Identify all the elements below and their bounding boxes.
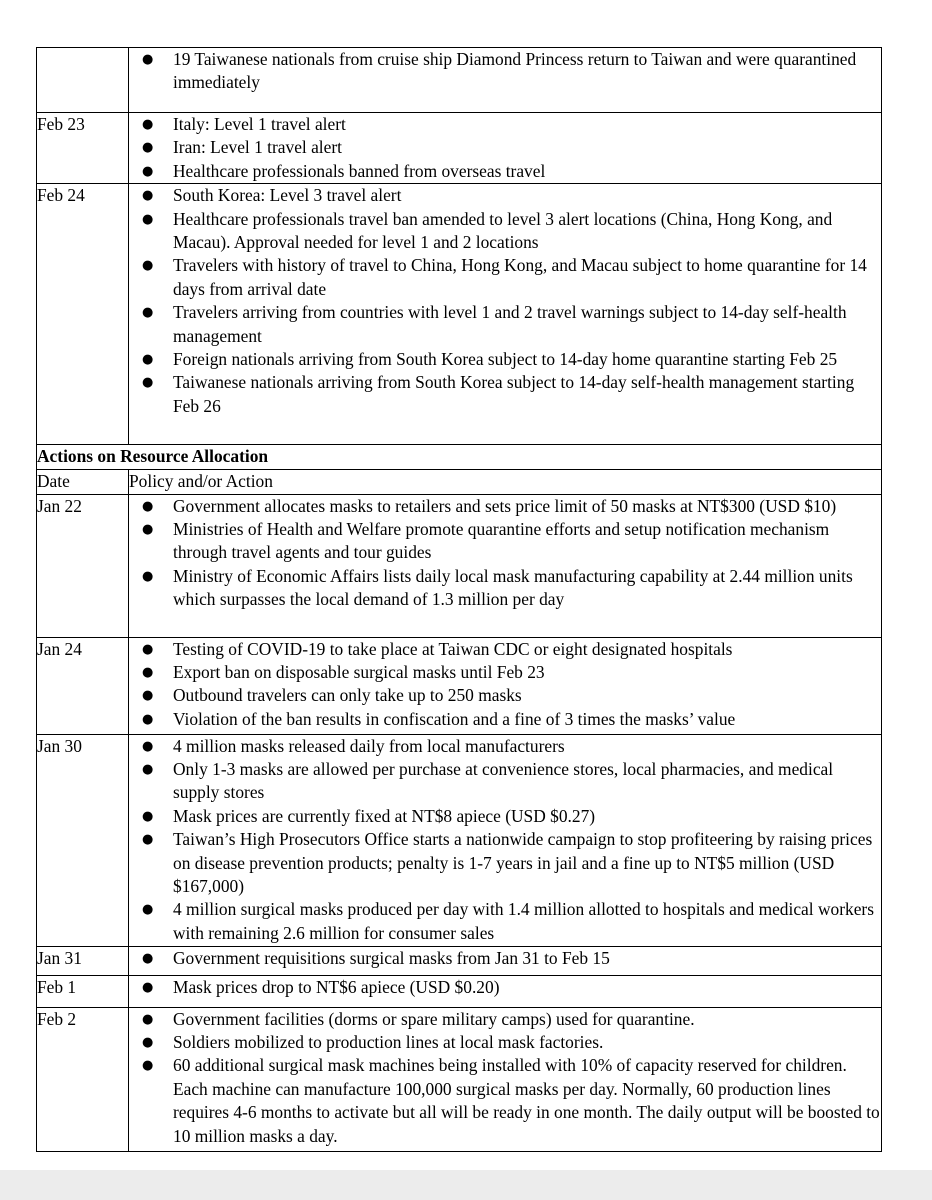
table-row	[37, 494, 882, 637]
bullet-icon: ●	[142, 188, 154, 204]
action-cell	[129, 494, 882, 637]
bullet-icon: ●	[142, 52, 154, 67]
table-row	[37, 734, 882, 946]
column-header-action: Policy and/or Action	[129, 470, 882, 494]
list-item	[129, 947, 881, 970]
list-item-text: Government allocates masks to retailers and sets price limit of 50 masks at NT$300 (USD $10)	[173, 495, 837, 516]
list-item	[129, 735, 881, 758]
table-row	[37, 975, 882, 1007]
list-item	[129, 1054, 881, 1148]
bullet-icon: ●	[142, 163, 154, 179]
list-item	[129, 758, 881, 805]
list-item	[129, 638, 881, 661]
section-title: Actions on Resource Allocation	[37, 445, 882, 470]
list-item-text: Healthcare professionals travel ban amended to level 3 alert locations (China, Hong Kong, and Macau). Approval needed for level 1 and 2 locations	[173, 208, 833, 253]
table-row	[37, 113, 882, 184]
list-item-text: Travelers arriving from countries with level 1 and 2 travel warnings subject to 14-day self-health management	[173, 302, 847, 346]
list-item-text: Outbound travelers can only take up to 250 masks	[173, 685, 522, 706]
section-row	[37, 445, 882, 470]
list-item-text: Ministries of Health and Welfare promote quarantine efforts and setup notification mechanism through travel agents and tour guides	[173, 519, 830, 563]
bullet-icon: ●	[142, 902, 154, 918]
action-cell	[129, 113, 882, 184]
action-cell	[129, 184, 882, 445]
list-item	[129, 48, 881, 95]
list-item-text: Taiwanese nationals arriving from South Korea subject to 14-day self-health management starting Feb 26	[173, 372, 855, 416]
date-cell: Feb 23	[37, 113, 129, 184]
table-row	[37, 946, 882, 975]
bullet-icon: ●	[142, 211, 154, 227]
bullet-icon: ●	[142, 258, 154, 274]
list-item-text: Government facilities (dorms or spare military camps) used for quarantine.	[173, 1008, 695, 1029]
list-item	[129, 805, 881, 828]
bullet-icon: ●	[142, 305, 154, 321]
list-item-text: Ministry of Economic Affairs lists daily local mask manufacturing capability at 2.44 million units which surpasses the local demand of 1.3 million per day	[173, 565, 853, 610]
column-header-date: Date	[37, 470, 129, 494]
bullet-icon: ●	[142, 738, 154, 754]
bullet-icon: ●	[142, 641, 154, 657]
date-cell	[37, 48, 129, 113]
bullet-icon: ●	[142, 1011, 154, 1027]
date-cell: Jan 22	[37, 494, 129, 637]
list-item	[129, 684, 881, 707]
list-item	[129, 976, 881, 999]
list-item	[129, 565, 881, 612]
date-cell: Feb 1	[37, 975, 129, 1007]
bullet-icon: ●	[142, 808, 154, 824]
bullet-icon: ●	[142, 762, 154, 778]
list-item-text: South Korea: Level 3 travel alert	[173, 185, 402, 206]
list-item	[129, 208, 881, 255]
list-item-text: 4 million masks released daily from local manufacturers	[173, 735, 565, 756]
action-cell	[129, 946, 882, 975]
action-cell	[129, 975, 882, 1007]
list-item	[129, 371, 881, 418]
list-item	[129, 136, 881, 159]
list-item-text: 19 Taiwanese nationals from cruise ship Diamond Princess return to Taiwan and were quarantined immediately	[173, 49, 857, 93]
bullet-icon: ●	[142, 568, 154, 584]
list-item-text: 4 million surgical masks produced per day with 1.4 million allotted to hospitals and medical workers with remaining 2.6 million for consumer sales	[173, 899, 874, 943]
action-cell	[129, 734, 882, 946]
list-item-text: Violation of the ban results in confiscation and a fine of 3 times the masks’ value	[173, 708, 736, 729]
date-cell: Feb 24	[37, 184, 129, 445]
list-item-text: Soldiers mobilized to production lines at local mask factories.	[173, 1032, 604, 1053]
list-item	[129, 828, 881, 898]
bullet-icon: ●	[142, 140, 154, 156]
list-item-text: Travelers with history of travel to China, Hong Kong, and Macau subject to home quarantine for 14 days from arrival date	[173, 255, 867, 299]
header-row	[37, 470, 882, 494]
list-item-text: Testing of COVID-19 to take place at Taiwan CDC or eight designated hospitals	[173, 638, 733, 659]
list-item	[129, 1008, 881, 1031]
action-cell	[129, 1007, 882, 1151]
bullet-icon: ●	[142, 665, 154, 681]
list-item	[129, 661, 881, 684]
bullet-icon: ●	[142, 522, 154, 538]
table-row	[37, 184, 882, 445]
list-item	[129, 160, 881, 183]
bullet-icon: ●	[142, 1035, 154, 1051]
list-item-text: Only 1-3 masks are allowed per purchase at convenience stores, local pharmacies, and medical supply stores	[173, 759, 834, 803]
action-cell	[129, 48, 882, 113]
list-item	[129, 348, 881, 371]
bullet-icon: ●	[142, 979, 154, 995]
bullet-icon: ●	[142, 832, 154, 848]
list-item	[129, 301, 881, 348]
bullet-icon: ●	[142, 1058, 154, 1074]
list-item	[129, 518, 881, 565]
bullet-icon: ●	[142, 352, 154, 368]
date-cell: Jan 30	[37, 734, 129, 946]
list-item-text: Healthcare professionals banned from overseas travel	[173, 160, 546, 181]
list-item	[129, 495, 881, 518]
date-cell: Jan 24	[37, 637, 129, 734]
date-cell: Feb 2	[37, 1007, 129, 1151]
list-item-text: Taiwan’s High Prosecutors Office starts a nationwide campaign to stop profiteering by raising prices on disease prevention products; penalty is 1-7 years in jail and a fine up to NT$5 million (USD $167,000)	[173, 829, 873, 897]
action-cell	[129, 637, 882, 734]
list-item-text: Mask prices drop to NT$6 apiece (USD $0.20)	[173, 976, 500, 997]
list-item-text: Foreign nationals arriving from South Korea subject to 14-day home quarantine starting Feb 25	[173, 349, 838, 370]
list-item-text: 60 additional surgical mask machines being installed with 10% of capacity reserved for children. Each machine can manufacture 100,000 surgical masks per day. Normally, 60 production lines requires 4-6 months to activate but all will be ready in one month. The daily output will be boosted to 10 million masks a day.	[173, 1055, 880, 1146]
bullet-icon: ●	[142, 498, 154, 514]
bullet-icon: ●	[142, 375, 154, 391]
table-row	[37, 48, 882, 113]
bullet-icon: ●	[142, 950, 154, 966]
table-row	[37, 1007, 882, 1151]
list-item	[129, 708, 881, 731]
list-item-text: Government requisitions surgical masks from Jan 31 to Feb 15	[173, 947, 610, 968]
list-item	[129, 184, 881, 207]
bullet-icon: ●	[142, 688, 154, 704]
list-item	[129, 254, 881, 301]
list-item	[129, 1031, 881, 1054]
policy-timeline-table	[36, 47, 882, 1152]
bullet-icon: ●	[142, 117, 154, 132]
list-item	[129, 898, 881, 945]
list-item	[129, 113, 881, 136]
list-item-text: Italy: Level 1 travel alert	[173, 114, 346, 134]
page-bottom-edge	[0, 1170, 932, 1200]
table-row	[37, 637, 882, 734]
date-cell: Jan 31	[37, 946, 129, 975]
bullet-icon: ●	[142, 711, 154, 727]
list-item-text: Export ban on disposable surgical masks until Feb 23	[173, 662, 545, 683]
list-item-text: Mask prices are currently fixed at NT$8 apiece (USD $0.27)	[173, 805, 596, 826]
list-item-text: Iran: Level 1 travel alert	[173, 137, 342, 158]
